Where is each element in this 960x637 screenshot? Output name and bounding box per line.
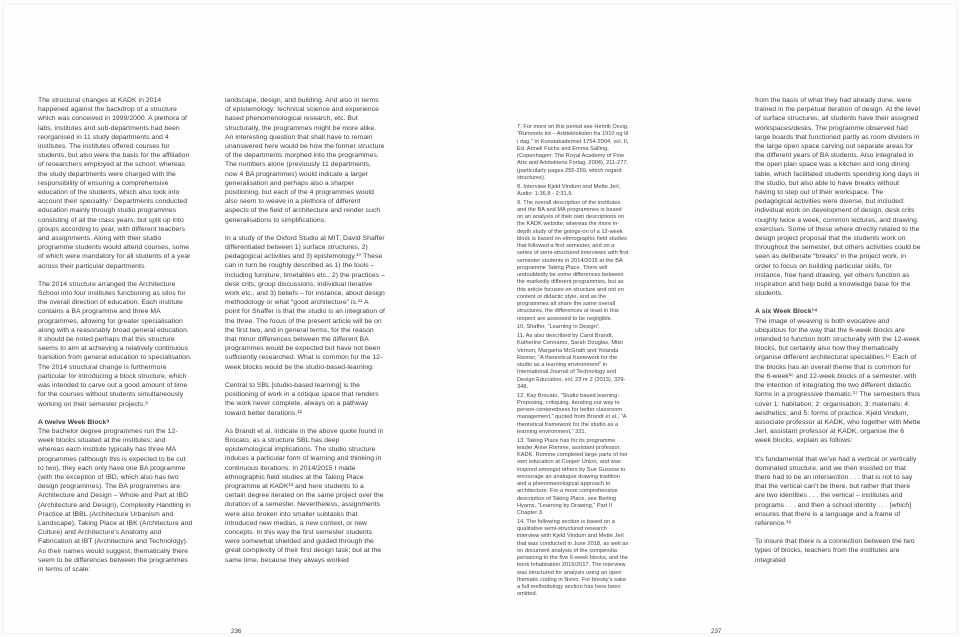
- paragraph: The bachelor degree programmes run the 12-week blocks situated at the institutes; and whereas each institute typically has three MA programmes (although this is expected to be cut to two), they each only have one BA programme (with the exception of IBD, which also has two design programmes). The BA programmes are: Architecture and Design – Whole and Part at IBD (Architecture and Design), Complexity Handling in Practice at IBBL (Architecture Urbanism and Landscape), Taking Place at IBK (Architecture and Culture) and Architecture's Anatomy and Fabrication at IBT (Architecture and Technology). As their names would suggest, thematically there seem to be differences between the programmes in terms of scale:: [38, 427, 193, 573]
- left-page-number: 236: [231, 628, 242, 635]
- section-heading-twelve-week-block: A twelve Week Block⁹: [38, 418, 110, 426]
- right-page-number: 237: [711, 628, 722, 635]
- section-heading-six-week-block: A six Week Block¹⁴: [755, 308, 818, 316]
- paragraph: The 2014 structure arranged the Architecture School into four institutes functioning as silos for the overall direction of education. Each institute contains a BA programme and three MA programmes, allowing for greater specialisation along with a reasonably broad general education. It should be noted perhaps that this structure seems to aim at achieving a relatively continuous transition from general education to specialisation. The 2014 structural change is furthermore particular for introducing a block structure, which was intended to carve out a good amount of time for the courses without students simultaneously working on their semester projects.⁸: [38, 280, 192, 408]
- block-quote: It's fundamental that we've had a vertical or vertically dominated structure, and we then insisted on that there had to be an intersection . . . that is not to say that the vertical can't be there, but rather that there are two identities . . . the vertical – institutes and programs . . . and then a school identity . . . [which] ensures that there is a language and a frame of reference.¹⁸: [755, 455, 917, 527]
- paragraph: The image of weaving is both evocative and ubiquitous for the way that the 6-week blocks are intended to function both structurally with the 12-week blocks, but certainly also how they thematically organise different architectural specialities.¹⁵ Each of the blocks has an overall theme that is common for the 6-week¹⁶ and 12-week blocks of a semester, with the intention of integrating the two different didactic forms in a progressive thematic.¹⁷ The semesters thus cover 1: habitation; 2: organisation; 3: materials; 4: aesthetics; and 5: forms of practice. Kjeld Vindum, associate professor at KADK, who together with Mette Jerl, assistant professor at KADK, organise the 6 week blocks, explain as follows:: [755, 317, 921, 445]
- left-page-column-1: [38, 96, 193, 574]
- footnote-13: 13. Taking Place has for its programme leader Anne Romme, assistant professor, KADK. Romme completed large parts of her own education at Cooper Union, and was inspired amongst others by Sue Gussow to encourage an analogue drawing tradition and a phenomenological approach to architecture. For a more comprehensive description of Taking Place, see Berling Hyams, “Learning by Drawing,” Part II Chapter 3.: [517, 437, 628, 516]
- paragraph: In a study of the Oxford Studio at MIT, David Shaffer differentiated between 1) surface structures, 2) pedagogical activities and 3) epistemology.¹⁰ These can in turn be roughly described as 1) the tools – including furniture, timetables etc., 2) the practices – desk crits, group discussions, individual iterative work etc., and 3) beliefs – for instance, about design methodology or what “good architecture” is.¹¹ A point for Shaffer is that the studio is an integration of the three. The focus of the present article will be on the first two, and in general terms, for the reason that minor differences between the different BA programmes would be expected but have not been sufficiently researched. What is common for the 12-week blocks would be the studio-based-learning:: [225, 234, 385, 371]
- footnote-7: 7. For more on this period see Henrik Oxvig, “Rummets tid – Arkitektskolen fra 1910 og til i dag.” In Kunstakademiet 1754-2004, vol. II, Ed. Anneli Fuchs and Emma Salling, (Copenhagen: The Royal Academy of Fine Arts and Arkitektens Forlag, 2004), 211-277, (particularly pages 255-259, which regard structures).: [517, 124, 629, 181]
- footnote-11: 11. As also described by Carol Brandt, Katherine Cennamo, Sarah Douglas, Mitzi Vernon, Margarita McGrath and Yolanda Reimer, “A theoretical framework for the studio as a learning environment” in International Journal of Technology and Design Education, vol. 23 nr 2 (2013), 329-348.: [517, 333, 626, 390]
- footnotes-column: [517, 124, 629, 600]
- paragraph: The structural changes at KADK in 2014 happened against the backdrop of a structure which was conceived in 1999/2000. A plethora of labs, institutes and sub-departments had been reorganised in 11 study departments and 4 institutes. The institutes offered courses for students, but also were the basis for the affiliation of researchers employed at the school; whereas the study departments were charged with the responsibility of ensuring a comprehensive education of the students, which also took into account their speciality.⁷ Departments conducted education mainly through studio programmes consisting of all the class years, but split up into groups according to year, with different teachers and assignments. Along with their studio programme students would attend courses, some of which were mandatory for all students of a year across their particular departments.: [38, 97, 191, 270]
- block-quote: Central to SBL [studio-based learning] is the positioning of work in a critique space that renders the work never complete, always on a pathway toward better iterations.¹²: [225, 381, 379, 417]
- right-page-column-2: [755, 96, 921, 565]
- footnote-10: 10. Shaffer, “Learning in Design”.: [517, 324, 601, 331]
- footnote-8: 8. Interview Kjeld Vindum and Mette Jerl, Audio: 1:36,8 - 2:31,9.: [517, 183, 621, 197]
- footnote-14: 14. The following section is based on a qualitative semi-structured research interview with Kjeld Vindum and Mette Jerl that was conducted in June 2018, as well as on document analysis of the compendia pertaining to the five 6-week blocks, and the book Inhabitation 2016/2017. The interview was structured for analysis using an open thematic coding in Nvivo. For brevity's sake a full methodology section has here been omitted.: [517, 518, 629, 598]
- footnote-9: 9. The overall description of the institutes and the BA and MA programmes is based on an analysis of their own descriptions on the KADK website; whereas the more in-depth study of the goings-on of a 12-week block is based on ethnographic field studies that followed a first semester, and on a series of semi-structured interviews with first semester students in 2014/2015 at the BA programme Taking Place. There will undoubtedly be some differences between the markedly different programmes, but as this article focuses on structure and not on content or didactic style, and as the programmes all share the same overall structures, the differences at least in this respect are assessed to be negligible.: [517, 199, 629, 322]
- page-spread: [4, 5, 956, 633]
- left-page-column-2: [225, 96, 385, 565]
- paragraph: landscape, design, and building. And also in terms of epistemology: technical science and experience based phenomenological research, etc. But structurally, the programmes might be more alike. An interesting question that shall have to remain unanswered here would be how the former structure of the departments morphed into the programmes. The numbers alone (previously 11 departments, now 4 BA programmes) would indicate a larger generalisation and perhaps also a sharper positioning, but each of the 4 programmes would also seem to weave in a plethora of different aspects of the field of architecture and render such generalisations to simplifications.: [225, 97, 385, 224]
- paragraph: from the basis of what they had already done, were trained in the perpetual iteration of design. At the level of surface structures, all students have their assigned workspaces/desks. The programme observed had large boards that functioned partly as room dividers in the large open space carving out separate areas for the different years of BA students. Also integrated in the open plan space was a kitchen and long dining table, which facilitated students spending long days in the studio, but also able to have breaks without having to step out of their workspace. The pedagogical activities were diverse, but included: individual work on development of design, desk crits roughly twice a week, common lectures, and drawing exercises. Some of these where directly related to the design project proposal that the students work on throughout the semester, but others activities could be seen as deliberate “breaks” in the project work, in order to focus on building particular skills, for instance, free hand drawing, yet others function as inspiration and help build a knowledge base for the students.: [755, 97, 921, 298]
- paragraph: To insure that there is a connection between the two types of blocks, teachers from the institutes are integrated: [755, 538, 915, 564]
- paragraph: As Brandt et al. indicate in the above quote found in Brocato, as a structure SBL has deep epistemological implications. The studio structure induces a particular form of learning and thinking in continuous iterations. In 2014/2015 I made ethnographic field studies at the Taking Place programme at KADK¹³ and here students to a certain degree iterated on the same project over the duration of a semester. Nevertheless, assignments were also broken into smaller subtasks that introduced new medias, a new context, or new concepts. In this way the first semester students were somewhat shielded and guided through the great complexity of their first design task; but at the same time, because they always worked: [225, 427, 384, 564]
- footnote-12: 12. Kay Brocato, “Studio based learning: Proposing, critiquing, iterating our way to person-centeredness for better classroom management,” quoted from Brandt et al., “A theoretical framework for the studio as a learning environment,” 331.: [517, 392, 627, 435]
